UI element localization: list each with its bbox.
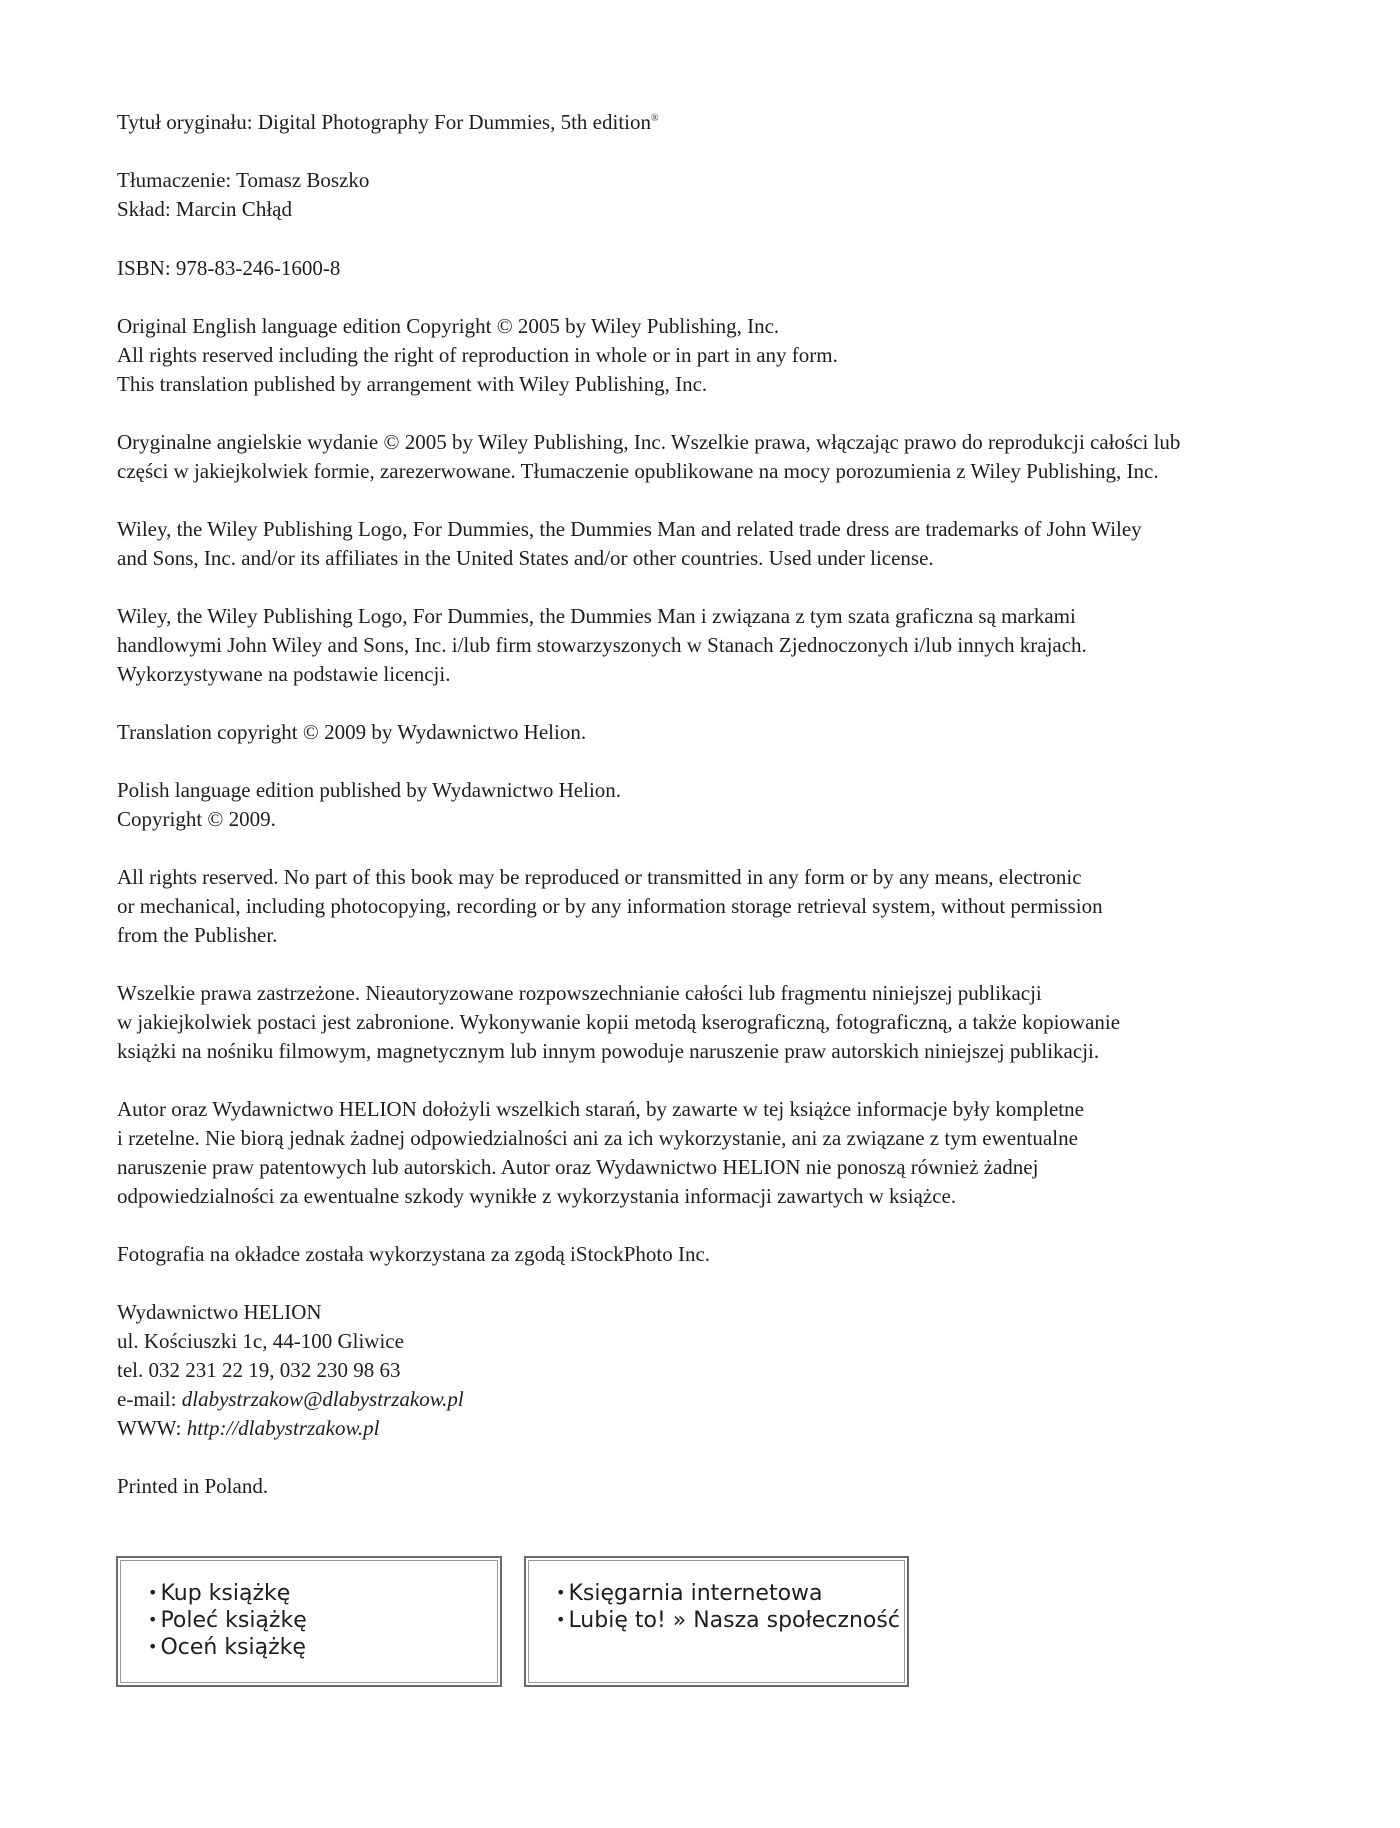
text-line: części w jakiejkolwiek formie, zarezerwowane. Tłumaczenie opublikowane na mocy porozumienia z Wiley Publishing, Inc. [117, 459, 1159, 483]
cover-photo-paragraph [117, 1240, 710, 1269]
bullet-icon: • [556, 1583, 566, 1602]
text-line: Wszelkie prawa zastrzeżone. Nieautoryzowane rozpowszechnianie całości lub fragmentu niniejszej publikacji [117, 981, 1042, 1005]
text-line: and Sons, Inc. and/or its affiliates in the United States and/or other countries. Used under license. [117, 546, 934, 570]
publisher-contact [117, 1298, 464, 1443]
original-copyright-pl-paragraph [117, 428, 1180, 486]
text-line: Wiley, the Wiley Publishing Logo, For Dummies, the Dummies Man and related trade dress are trademarks of John Wiley [117, 517, 1142, 541]
text-line: i rzetelne. Nie biorą jednak żadnej odpowiedzialności ani za ich wykorzystanie, ani za związane z tym ewentualne [117, 1126, 1078, 1150]
bullet-icon: • [148, 1610, 158, 1629]
text-line: Wykorzystywane na podstawie licencji. [117, 662, 451, 686]
bullet-icon: • [148, 1637, 158, 1656]
bullet-icon: • [148, 1583, 158, 1602]
all-rights-pl-paragraph [117, 979, 1120, 1066]
printed-in [117, 1472, 268, 1501]
original-title-label: Tytuł oryginału: [117, 110, 253, 134]
www-link[interactable]: http://dlabystrzakow.pl [186, 1416, 380, 1440]
text-line: książki na nośniku filmowym, magnetycznym lub innym powoduje naruszenie praw autorskich niniejszej publikacji. [117, 1039, 1100, 1063]
store-links-box [524, 1556, 909, 1687]
text-line: Copyright © 2009. [117, 807, 276, 831]
text-line: or mechanical, including photocopying, recording or by any information storage retrieval system, without permission [117, 894, 1103, 918]
text-line: Translation copyright © 2009 by Wydawnictwo Helion. [117, 720, 587, 744]
text-line: This translation published by arrangement with Wiley Publishing, Inc. [117, 372, 708, 396]
publisher-email-line [117, 1385, 464, 1414]
recommend-book-link[interactable] [148, 1607, 307, 1634]
online-bookstore-link[interactable] [556, 1580, 900, 1607]
translator-credit: Tłumaczenie: Tomasz Boszko [117, 168, 370, 192]
text-line: Oryginalne angielskie wydanie © 2005 by Wiley Publishing, Inc. Wszelkie prawa, włączając prawo do reprodukcji całości lub [117, 430, 1181, 454]
disclaimer-paragraph [117, 1095, 1084, 1211]
credits [117, 166, 369, 224]
publisher-www-line [117, 1414, 464, 1443]
all-rights-en-paragraph [117, 863, 1103, 950]
publisher-phone: tel. 032 231 22 19, 032 230 98 63 [117, 1358, 401, 1382]
isbn-text: ISBN: 978-83-246-1600-8 [117, 256, 341, 280]
registered-mark: ® [651, 113, 659, 124]
publisher-address: ul. Kościuszki 1c, 44-100 Gliwice [117, 1329, 404, 1353]
recommend-book-label: Poleć książkę [160, 1608, 307, 1633]
online-bookstore-label: Księgarnia internetowa [568, 1581, 823, 1606]
rate-book-link[interactable] [148, 1634, 307, 1661]
trademarks-en-paragraph [117, 515, 1142, 573]
text-line: handlowymi John Wiley and Sons, Inc. i/lub firm stowarzyszonych w Stanach Zjednoczonych i/lub innych krajach. [117, 633, 1087, 657]
text-line: Original English language edition Copyright © 2005 by Wiley Publishing, Inc. [117, 314, 780, 338]
isbn [117, 254, 340, 283]
trademarks-pl-paragraph [117, 602, 1087, 689]
email-label: e-mail: [117, 1387, 182, 1411]
original-title-value: Digital Photography For Dummies, 5th edition [257, 110, 652, 134]
buy-book-label: Kup książkę [160, 1581, 291, 1606]
original-title [117, 108, 659, 137]
bullet-icon: • [556, 1610, 566, 1629]
community-link[interactable] [556, 1607, 900, 1634]
community-label: Lubię to! » Nasza społeczność [568, 1608, 900, 1633]
text-line: Fotografia na okładce została wykorzystana za zgodą iStockPhoto Inc. [117, 1242, 711, 1266]
polish-edition-paragraph [117, 776, 621, 834]
text-line: Polish language edition published by Wydawnictwo Helion. [117, 778, 622, 802]
text-line: naruszenie praw patentowych lub autorskich. Autor oraz Wydawnictwo HELION nie ponoszą również żadnej [117, 1155, 1039, 1179]
rate-book-label: Oceń książkę [160, 1635, 306, 1660]
text-line: Autor oraz Wydawnictwo HELION dołożyli wszelkich starań, by zawarte w tej książce informacje były kompletne [117, 1097, 1084, 1121]
typesetter-credit: Skład: Marcin Chłąd [117, 197, 292, 221]
translation-copyright-paragraph [117, 718, 586, 747]
original-copyright-paragraph [117, 312, 838, 399]
buy-book-link[interactable] [148, 1580, 307, 1607]
text-line: odpowiedzialności za ewentualne szkody wynikłe z wykorzystania informacji zawartych w książce. [117, 1184, 957, 1208]
text-line: All rights reserved including the right of reproduction in whole or in part in any form. [117, 343, 838, 367]
printed-text: Printed in Poland. [117, 1474, 269, 1498]
text-line: All rights reserved. No part of this book may be reproduced or transmitted in any form or by any means, electronic [117, 865, 1082, 889]
store-links-list [556, 1580, 900, 1634]
text-line: from the Publisher. [117, 923, 278, 947]
www-label: WWW: [117, 1416, 187, 1440]
text-line: w jakiejkolwiek postaci jest zabronione. Wykonywanie kopii metodą kserograficzną, fotograficzną, a także kopiowanie [117, 1010, 1121, 1034]
text-line: Wiley, the Wiley Publishing Logo, For Dummies, the Dummies Man i związana z tym szata graficzna są markami [117, 604, 1076, 628]
email-link[interactable]: dlabystrzakow@dlabystrzakow.pl [181, 1387, 464, 1411]
publisher-name: Wydawnictwo HELION [117, 1300, 322, 1324]
book-actions-box [116, 1556, 502, 1687]
book-actions-list [148, 1580, 307, 1661]
